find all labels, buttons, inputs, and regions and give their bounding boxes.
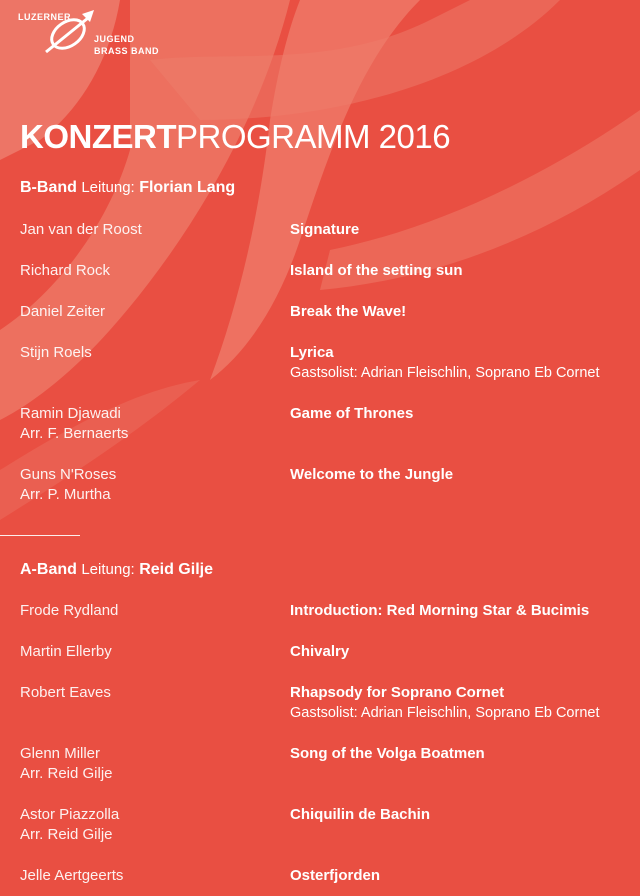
composer: Guns N'Roses Arr. P. Murtha: [20, 466, 117, 503]
piece-soloist: Gastsolist: Adrian Fleischlin, Soprano Eb Cornet: [290, 705, 600, 721]
conductor-name: Florian Lang: [139, 179, 236, 196]
composer: Stijn Roels: [20, 344, 92, 361]
band-heading-a: [20, 560, 213, 580]
piece: [290, 220, 359, 240]
composer: Jan van der Roost: [20, 221, 142, 238]
composer: Daniel Zeiter: [20, 303, 106, 320]
logo-line-1: LUZERNER: [18, 12, 71, 22]
piece: [290, 261, 463, 281]
piece-title: Game of Thrones: [290, 405, 414, 422]
piece: [290, 601, 589, 621]
piece-title: Welcome to the Jungle: [290, 466, 454, 483]
title-bold: KONZERT: [20, 118, 176, 155]
composer: Robert Eaves: [20, 684, 111, 701]
title-normal: PROGRAMM 2016: [176, 118, 451, 155]
piece-title: Chiquilin de Bachin: [290, 806, 431, 823]
piece-title: Chivalry: [290, 643, 350, 660]
leitung-label: Leitung:: [81, 179, 135, 196]
composer: Astor Piazzolla Arr. Reid Gilje: [20, 806, 120, 843]
piece: [290, 683, 599, 723]
composer: Frode Rydland: [20, 602, 119, 619]
piece: [290, 404, 413, 424]
piece-soloist: Gastsolist: Adrian Fleischlin, Soprano Eb Cornet: [290, 365, 600, 381]
composer: Jelle Aertgeerts: [20, 867, 124, 884]
composer: Martin Ellerby: [20, 643, 112, 660]
band-logo: [8, 6, 198, 64]
piece-title: Island of the setting sun: [290, 262, 463, 279]
conductor-name: Reid Gilje: [139, 561, 213, 578]
piece-title: Lyrica: [290, 344, 334, 361]
leitung-label: Leitung:: [81, 561, 135, 578]
piece-title: Song of the Volga Boatmen: [290, 745, 485, 762]
band-heading-b: [20, 178, 235, 198]
band-name: B-Band: [20, 179, 77, 196]
piece-title: Rhapsody for Soprano Cornet: [290, 684, 505, 701]
piece: [290, 866, 380, 886]
piece-title: Osterfjorden: [290, 867, 381, 884]
piece-title: Break the Wave!: [290, 303, 407, 320]
section-divider: [0, 535, 80, 536]
piece: [290, 465, 453, 485]
composer: Ramin Djawadi Arr. F. Bernaerts: [20, 405, 129, 442]
piece: [290, 805, 430, 825]
piece: [290, 642, 349, 662]
page-title: [20, 118, 450, 156]
composer: Glenn Miller Arr. Reid Gilje: [20, 745, 113, 782]
piece-title: Signature: [290, 221, 360, 238]
piece: [290, 302, 406, 322]
band-name: A-Band: [20, 561, 77, 578]
piece: [290, 744, 485, 764]
piece: [290, 343, 599, 383]
logo-line-3: BRASS BAND: [94, 46, 160, 56]
piece-title: Introduction: Red Morning Star & Bucimis: [290, 602, 590, 619]
logo-line-2: JUGEND: [94, 34, 135, 44]
composer: Richard Rock: [20, 262, 111, 279]
